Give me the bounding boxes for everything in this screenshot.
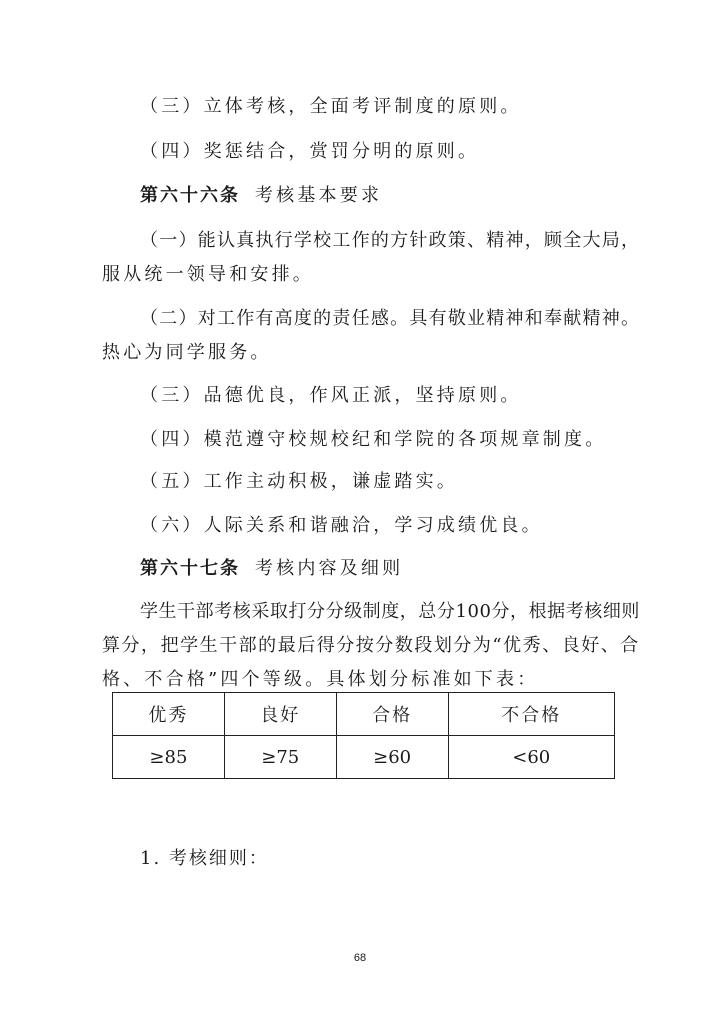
requirement-3: （三）品德优良，作风正派，坚持原则。 (140, 385, 522, 406)
grade-table-header-row (113, 693, 615, 736)
article-66-heading (140, 184, 382, 208)
grade-header-pass: 合格 (336, 693, 448, 736)
grade-header-good: 良好 (224, 693, 336, 736)
principle-4: （四）奖惩结合，赏罚分明的原则。 (140, 141, 480, 162)
detail-heading: 1. 考核细则： (140, 848, 269, 869)
requirement-2-line-1: （二）对工作有高度的责任感。具有敬业精神和奉献精神。 (140, 308, 641, 329)
grade-table-value-row (113, 736, 615, 779)
requirement-1-line-1: （一）能认真执行学校工作的方针政策、精神，顾全大局， (140, 230, 641, 251)
page-number: 68 (353, 952, 367, 964)
requirement-2-line-2: 热心为同学服务。 (102, 342, 272, 363)
requirement-4: （四）模范遵守校规校纪和学院的各项规章制度。 (140, 429, 607, 450)
principle-3: （三）立体考核，全面考评制度的原则。 (140, 96, 522, 117)
paragraph-line-1: 学生干部考核采取打分分级制度，总分100分，根据考核细则 (140, 601, 640, 622)
grade-value-pass: ≥60 (336, 736, 448, 779)
grade-table (112, 692, 615, 779)
requirement-5: （五）工作主动积极，谦虚踏实。 (140, 471, 458, 492)
article-67-title: 考核内容及细则 (254, 558, 404, 579)
grade-value-excellent: ≥85 (113, 736, 225, 779)
paragraph-line-2: 算分，把学生干部的最后得分按分数段划分为“优秀、良好、合 (102, 635, 640, 656)
article-67-number: 第六十七条 (140, 558, 240, 579)
article-66-number: 第六十六条 (140, 185, 240, 206)
grade-value-good: ≥75 (224, 736, 336, 779)
grade-header-fail: 不合格 (448, 693, 614, 736)
grade-header-excellent: 优秀 (113, 693, 225, 736)
paragraph-line-3: 格、不合格”四个等级。具体划分标准如下表： (102, 669, 539, 690)
article-67-heading (140, 557, 403, 581)
requirement-1-line-2: 服从统一领导和安排。 (102, 264, 314, 285)
grade-value-fail: <60 (448, 736, 614, 779)
requirement-6: （六）人际关系和谐融洽，学习成绩优良。 (140, 515, 543, 536)
article-66-title: 考核基本要求 (254, 185, 383, 206)
